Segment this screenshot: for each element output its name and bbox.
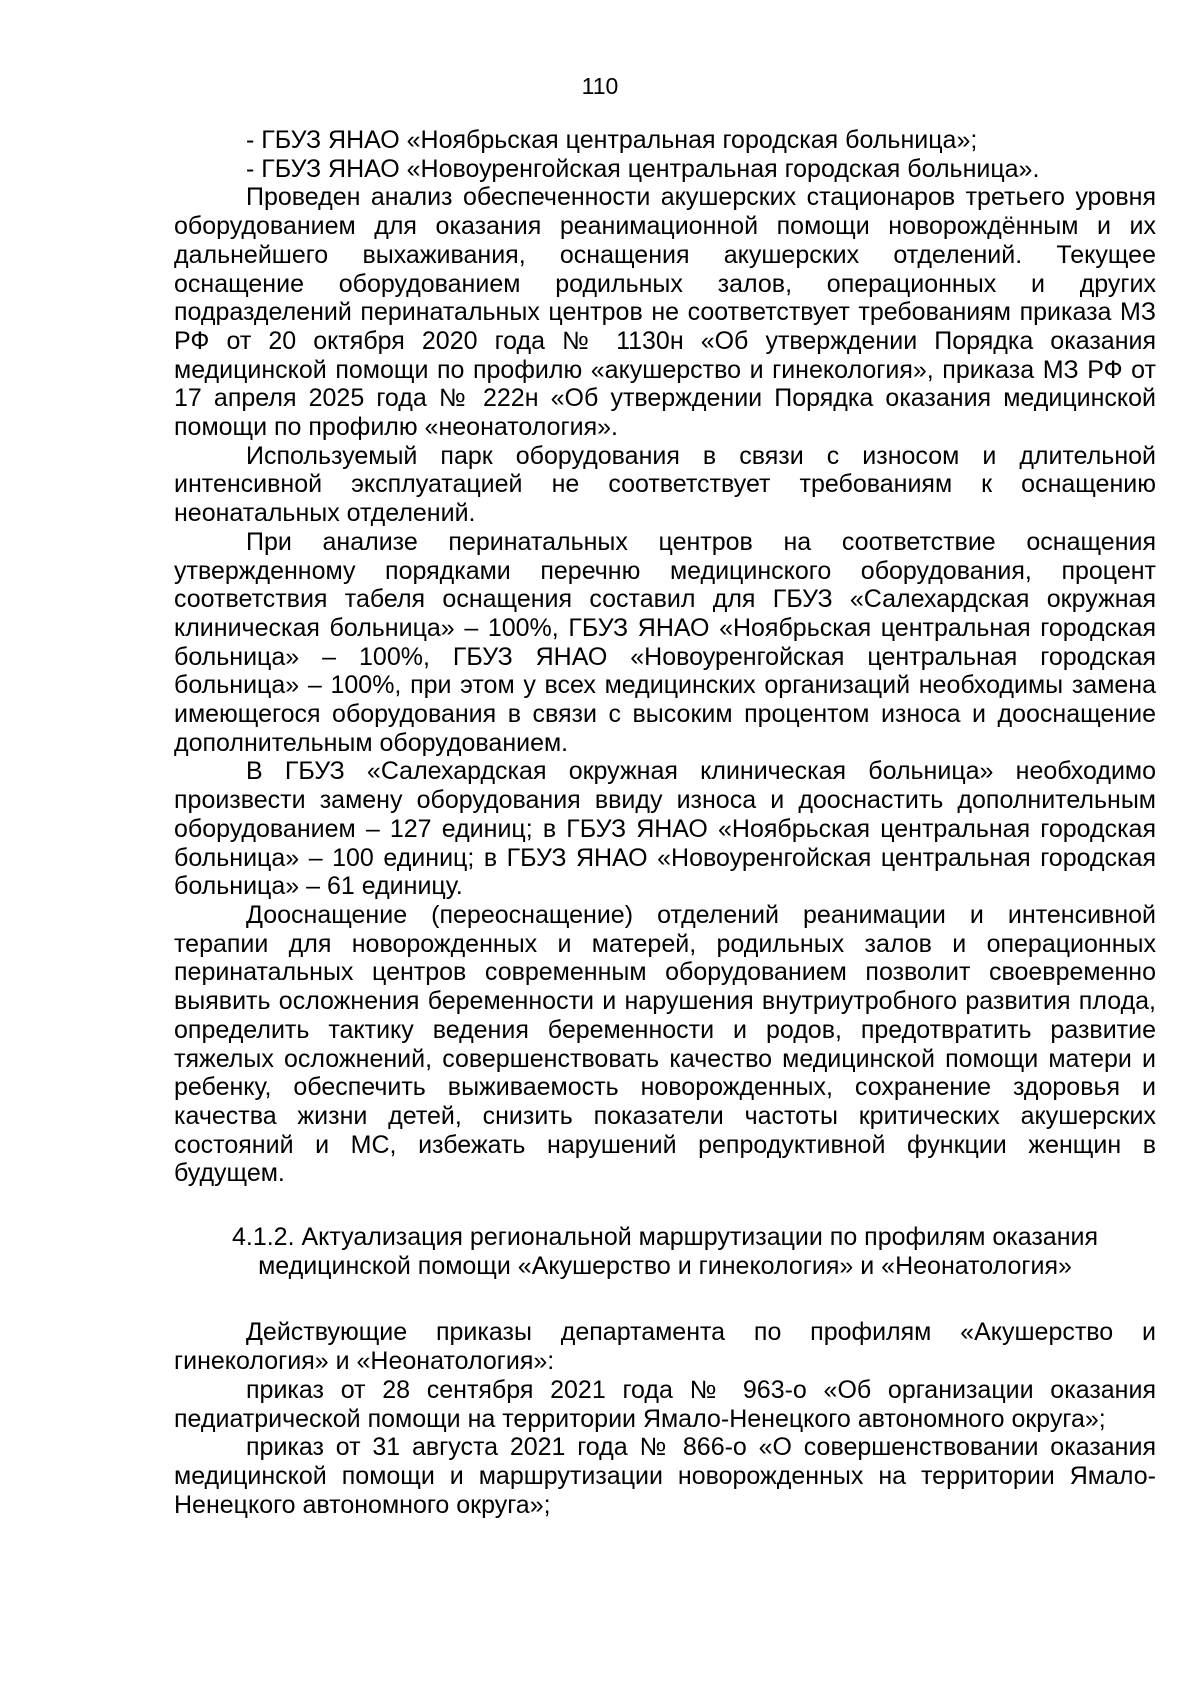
paragraph-order-963: приказ от 28 сентября 2021 года № 963-о «Об организации оказания педиатрической помощи на территории Ямало-Ненецкого автономного округа»; [174,1375,1156,1433]
paragraph-perinatal-centers: При анализе перинатальных центров на соответствие оснащения утвержденному порядками перечню медицинского оборудования, процент соответствия табеля оснащения составил для ГБУЗ «Салехардская окружная клиническая больница» – 100%, ГБУЗ ЯНАО «Ноябрьская центральная городская больница» – 100%, ГБУЗ ЯНАО «Новоуренгойская центральная городская больница» – 100%, при этом у всех медицинских организаций необходимы замена имеющегося оборудования в связи с высоким процентом износа и дооснащение дополнительным оборудованием. [174,527,1156,757]
document-body [174,126,1156,1519]
section-heading-line-2: медицинской помощи «Акушерство и гинекология» и «Неонатология» [258,1251,1072,1280]
page-number: 110 [581,73,619,99]
section-heading [174,1223,1156,1280]
paragraph-reequipment-benefits: Дооснащение (переоснащение) отделений реанимации и интенсивной терапии для новорожденных и матерей, родильных залов и операционных перинатальных центров современным оборудованием позволит своевременно выявить осложнения беременности и нарушения внутриутробного развития плода, определить тактику ведения беременности и родов, предотвратить развитие тяжелых осложнений, совершенствовать качество медицинской помощи матери и ребенку, обеспечить выживаемость новорожденных, сохранение здоровья и качества жизни детей, снизить показатели частоты критических акушерских состояний и МС, избежать нарушений репродуктивной функции женщин в будущем. [174,900,1156,1188]
paragraph-equipment-wear: Используемый парк оборудования в связи с износом и длительной интенсивной эксплуатацией не соответствует требованиям к оснащению неонатальных отделений. [174,441,1156,528]
section-heading-line-1: 4.1.2. Актуализация региональной маршрутизации по профилям оказания [231,1223,1099,1252]
list-item-hospital-novy-urengoy: - ГБУЗ ЯНАО «Новоуренгойская центральная городская больница». [246,154,1040,183]
paragraph-equipment-analysis: Проведен анализ обеспеченности акушерских стационаров третьего уровня оборудованием для оказания реанимационной помощи новорождённым и их дальнейшего выхаживания, оснащения акушерских отделений. Текущее оснащение оборудованием родильных залов, операционных и других подразделений перинатальных центров не соответствует требованиям приказа МЗ РФ от 20 октября 2020 года № 1130н «Об утверждении Порядка оказания медицинской помощи по профилю «акушерство и гинекология», приказа МЗ РФ от 17 апреля 2025 года № 222н «Об утверждении Порядка оказания медицинской помощи по профилю «неонатология». [174,183,1156,442]
list-item-hospital-noyabrsk: - ГБУЗ ЯНАО «Ноябрьская центральная городская больница»; [246,126,978,154]
paragraph-active-orders: Действующие приказы департамента по профилям «Акушерство и гинекология» и «Неонатология»: [174,1318,1156,1376]
paragraph-order-866: приказ от 31 августа 2021 года № 866-о «О совершенствовании оказания медицинской помощи и маршрутизации новорожденных на территории Ямало-Ненецкого автономного округа»; [174,1433,1156,1519]
paragraph-equipment-units: В ГБУЗ «Салехардская окружная клиническая больница» необходимо произвести замену оборудования ввиду износа и дооснастить дополнительным оборудованием – 127 единиц; в ГБУЗ ЯНАО «Ноябрьская центральная городская больница» – 100 единиц; в ГБУЗ ЯНАО «Новоуренгойская центральная городская больница» – 61 единицу. [174,757,1156,901]
